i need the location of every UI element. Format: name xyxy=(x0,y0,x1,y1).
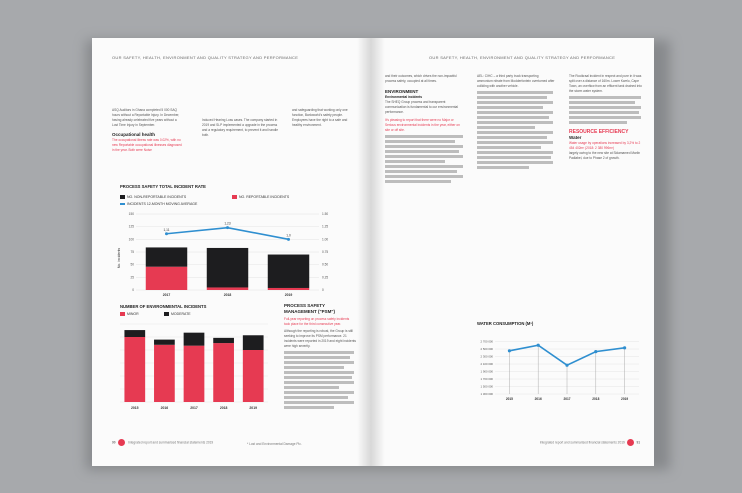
right-column-1 xyxy=(385,74,465,185)
chart1-y2tick-label: 1.50 xyxy=(322,212,329,216)
chart2-legend-minor: MINOR xyxy=(120,312,139,316)
chart1-title: PROCESS SAFETY TOTAL INCIDENT RATE xyxy=(120,184,206,189)
chart1-xtick-label: 2017 xyxy=(162,293,171,297)
chart1-ylabel: No. incidents xyxy=(117,247,121,269)
right-col1-paragraph: and their outcomes, which drives the non-impactful process safety, occupied at all times. xyxy=(385,74,457,83)
left-footer-text: Integrated report and summarised financial statements 2019 xyxy=(128,440,214,445)
chart2-bar-minor xyxy=(154,345,175,402)
environmental-incidents-subheading: Environmental incidents xyxy=(385,95,423,99)
chart1-legend-nonreportable: NO. NON-REPORTABLE INCIDENTS xyxy=(120,195,186,199)
chart3-point xyxy=(623,346,626,349)
chart1-ytick-label: 50 xyxy=(130,262,134,267)
chart3-ytick-label: 2 300 000 xyxy=(480,354,493,359)
chart1-y2tick-label: 0.25 xyxy=(322,275,329,280)
right-footer-text: Integrated report and summarised financial statements 2019 xyxy=(539,440,625,445)
chart1-ytick-label: 150 xyxy=(128,212,134,216)
chart2-xtick-label: 2015 xyxy=(131,406,139,410)
chart3-point xyxy=(565,364,568,367)
chart2-xtick-label: 2017 xyxy=(190,406,198,410)
left-footnote: * Lost and Environmental Damage Plc. xyxy=(247,442,302,446)
chart3-ytick-label: 2 700 000 xyxy=(480,339,493,344)
chart3-ytick-label: 2 100 000 xyxy=(480,362,493,366)
left-footer xyxy=(112,439,213,446)
chart1-svg xyxy=(114,208,364,300)
chart3-xtick-label: 2019 xyxy=(621,397,629,401)
chart1-ytick-label: 75 xyxy=(130,250,134,254)
occupational-health-highlight: The occupational illness rate was 0.02%, with no new Reportable occupational illnesses diagnosed in the year. Both were Noise xyxy=(112,138,182,152)
aeci-logo-icon-right xyxy=(627,439,634,446)
process-safety-heading: PROCESS SAFETY MANAGEMENT ("PSM") xyxy=(284,303,336,314)
left-col2-paragraph: Induced Hearing Loss cases. The company started in 2019 and SLP implemented a upgrade in the process and a regulatory requirement, to prevent it and handle both. xyxy=(202,118,279,137)
occupational-health-heading: Occupational health xyxy=(112,132,156,137)
chart2-xtick-label: 2018 xyxy=(219,406,228,410)
chart2-bar-moderate xyxy=(243,335,264,350)
chart1-bar-reportable xyxy=(268,288,309,290)
left-running-header: OUR SAFETY, HEALTH, ENVIRONMENT AND QUALITY STRATEGY AND PERFORMANCE xyxy=(112,55,299,60)
environment-highlight: It's pleasing to report that there were no Major or Serious environmental incidents in the year, either on site or off site. xyxy=(385,118,460,132)
left-column-3 xyxy=(292,108,356,128)
chart1-ytick-label: 100 xyxy=(128,237,134,242)
chart1-moving-average-point xyxy=(165,232,168,235)
chart1-data-label: 1,11 xyxy=(163,227,170,232)
chart2-bar-minor xyxy=(243,350,264,402)
left-col3-paragraph: and safeguarding that working only one function, Barloworld's safety people. Employees have the right to a safe and healthy environment. xyxy=(292,108,348,127)
chart3-ytick-label: 1 500 000 xyxy=(480,384,493,389)
process-safety-text: Although the reporting is robust, the Group is still seeking to improve its PSM performance. 21 incidents were reported in 2019 and eight incidents were high severity. xyxy=(284,329,356,348)
chart1-y2tick-label: 1.25 xyxy=(322,224,329,229)
chart3-point xyxy=(508,349,511,352)
aeci-logo-icon xyxy=(118,439,125,446)
chart2-bar-moderate xyxy=(213,338,234,343)
chart1-legend-moving-average: INCIDENTS 12-MONTH MOVING AVERAGE xyxy=(120,202,197,206)
right-running-header: OUR SAFETY, HEALTH, ENVIRONMENT AND QUALITY STRATEGY AND PERFORMANCE xyxy=(429,55,616,60)
chart2-xtick-label: 2019 xyxy=(249,406,257,410)
left-column-2 xyxy=(202,118,280,138)
right-page-number: 91 xyxy=(636,440,640,445)
chart2-bar-minor xyxy=(213,343,234,402)
chart3-ytick-label: 1 700 000 xyxy=(480,377,493,381)
chart1-xtick-label: 2018 xyxy=(223,293,232,297)
right-page xyxy=(371,38,654,466)
chart1-xtick-label: 2019 xyxy=(284,293,293,297)
right-column-3 xyxy=(569,74,643,161)
chart1-ytick-label: 0 xyxy=(132,288,134,292)
chart2-bar-minor xyxy=(184,346,205,402)
environment-text: The SHEQ Group process and transparent communication is fundamental to our environmental performance. xyxy=(385,100,458,114)
chart2-xtick-label: 2016 xyxy=(160,406,169,410)
chart1-bar-nonreportable xyxy=(207,248,248,288)
right-column-2 xyxy=(477,74,555,171)
chart2-bar-moderate xyxy=(154,340,175,345)
resource-efficiency-heading: RESOURCE EFFICIENCY xyxy=(569,129,629,135)
chart1-ytick-label: 125 xyxy=(128,224,134,229)
chart1-bar-reportable xyxy=(207,287,248,290)
chart1-data-label: 1,23 xyxy=(224,221,231,226)
left-page-number: 90 xyxy=(112,440,116,445)
left-col1-paragraph: ASQ Auditors in Ghana completed 5 000 SAQ hours without a Reportable Injury. In December, having already celebrated five years without a Lost Time Injury in September. xyxy=(112,108,180,127)
environment-heading: ENVIRONMENT xyxy=(385,89,419,94)
chart1-bar-nonreportable xyxy=(268,255,309,288)
chart3-ytick-label: 2 500 000 xyxy=(480,347,493,351)
chart3-xtick-label: 2015 xyxy=(505,397,513,401)
chart1-moving-average-point xyxy=(226,226,229,229)
chart3-point xyxy=(537,344,540,347)
right-col2-paragraph: AEL: CIHC – a third party truck transporting ammonium nitrate from Modderfontein overturned after colliding with another vehicle. xyxy=(477,74,555,88)
left-column-1 xyxy=(112,108,182,153)
left-page xyxy=(92,38,372,466)
chart1-y2tick-label: 0.50 xyxy=(322,262,329,267)
chart3-ytick-label: 1 300 000 xyxy=(480,392,493,396)
chart1-legend-reportable: NO. REPORTABLE INCIDENTS xyxy=(232,195,289,199)
water-highlight: Water usage by operations increased by 3,2% to 2 454 402m³ (2018: 2 380 996m³) xyxy=(569,141,641,150)
chart2-bar-moderate xyxy=(124,330,145,337)
chart2-title: NUMBER OF ENVIRONMENTAL INCIDENTS xyxy=(120,304,207,309)
process-safety-highlight: Full-year reporting on process safety incidents took place for the third consecutive year. xyxy=(284,317,350,326)
chart1-y2tick-label: 1.00 xyxy=(322,237,329,242)
chart2-legend-moderate: MODERATE xyxy=(164,312,191,316)
chart1-bar-nonreportable xyxy=(146,247,187,266)
water-text: largely owing to the new site at Sidamamed Marlin Padlabel, due to Phase 2 of growth. xyxy=(569,151,641,160)
chart3-title: WATER CONSUMPTION (M³) xyxy=(477,321,534,326)
process-safety-block xyxy=(284,303,356,411)
chart1-data-label: 1,0 xyxy=(286,233,291,238)
chart1-y2tick-label: 0.75 xyxy=(322,250,329,254)
chart1-y2tick-label: 0 xyxy=(322,288,324,292)
chart3-point xyxy=(594,350,597,353)
chart3-ytick-label: 1 900 000 xyxy=(480,369,493,374)
chart2-bar-moderate xyxy=(184,333,205,346)
chart1-moving-average-line xyxy=(167,228,289,240)
chart3-svg xyxy=(475,328,645,408)
right-footer xyxy=(540,439,640,446)
water-heading: Water xyxy=(569,135,582,140)
chart3-xtick-label: 2017 xyxy=(563,397,571,401)
right-col3-paragraph: The Rooikraal incident in respect and pure in it was split over a distance of 160m. Lower Kwelo, Cape Town, an overflow from an effluent tank drained into the storm water system. xyxy=(569,74,642,93)
chart3-xtick-label: 2018 xyxy=(592,397,600,401)
chart1-bar-reportable xyxy=(146,267,187,290)
chart2-svg xyxy=(114,320,274,415)
chart1-moving-average-point xyxy=(287,238,290,241)
chart3-water-line xyxy=(509,345,624,365)
chart3-xtick-label: 2016 xyxy=(534,397,542,401)
chart1-ytick-label: 25 xyxy=(130,275,134,280)
chart2-bar-minor xyxy=(124,337,145,402)
